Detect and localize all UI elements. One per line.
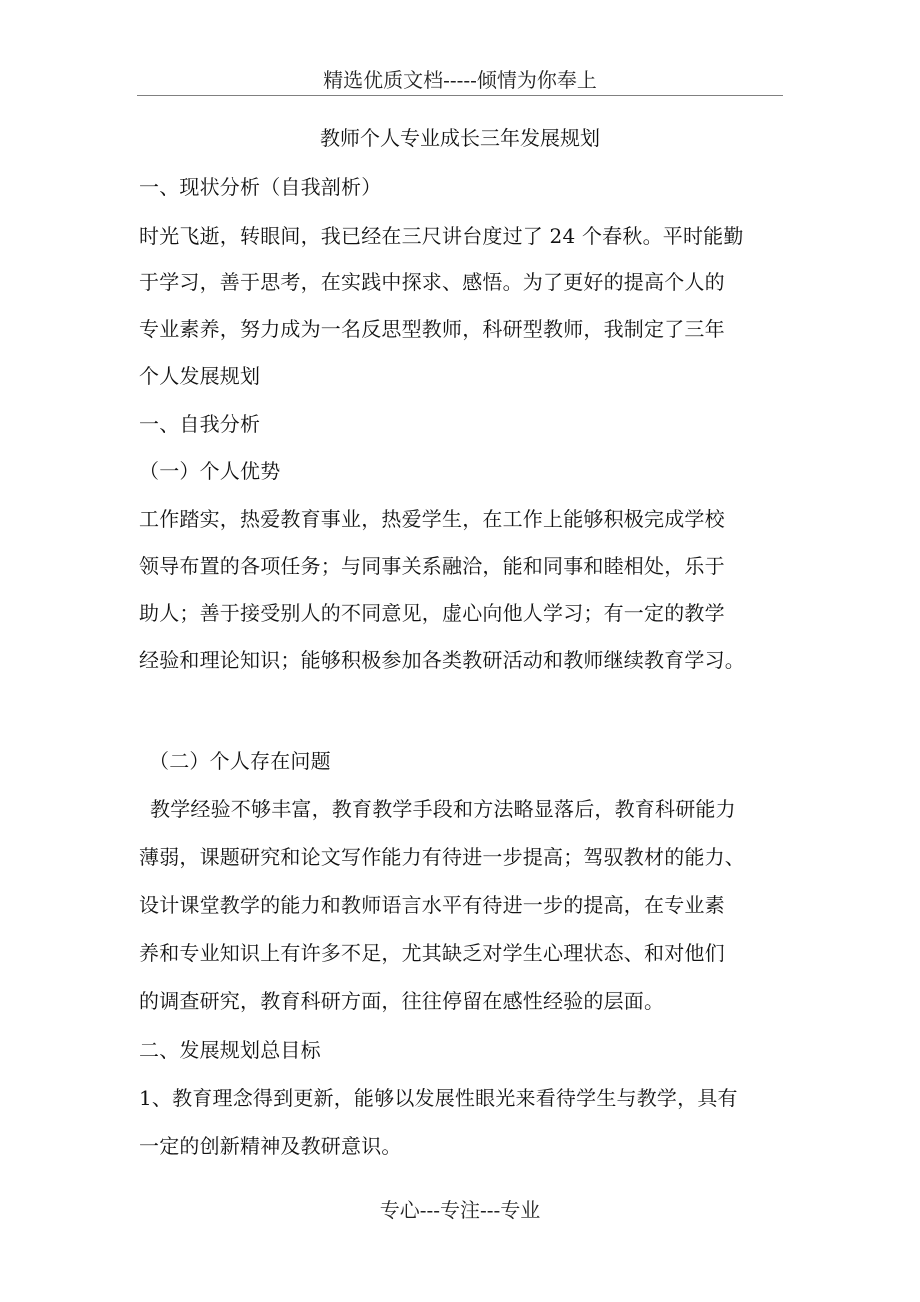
document-title: 教师个人专业成长三年发展规划 xyxy=(320,126,600,150)
paragraph-line: 个人发展规划 xyxy=(139,364,261,388)
paragraph-line: 时光飞逝，转眼间，我已经在三尺讲台度过了 24 个春秋。平时能勤 xyxy=(139,224,744,248)
paragraph-line: 一定的创新精神及教研意识。 xyxy=(139,1134,402,1158)
page-header: 精选优质文档-----倾情为你奉上 xyxy=(323,68,597,92)
section-heading-self-analysis: 一、自我分析 xyxy=(139,412,261,436)
paragraph-line: 的调查研究，教育科研方面，往往停留在感性经验的层面。 xyxy=(139,989,665,1013)
subsection-heading-problems: （二）个人存在问题 xyxy=(149,749,331,773)
page-footer: 专心---专注---专业 xyxy=(379,1198,541,1222)
section-heading-status-analysis: 一、现状分析（自我剖析） xyxy=(139,175,382,199)
paragraph-line: 助人；善于接受别人的不同意见，虚心向他人学习；有一定的教学 xyxy=(139,601,725,625)
paragraph-line: 设计课堂教学的能力和教师语言水平有待进一步的提高，在专业素 xyxy=(139,893,725,917)
paragraph-line: 经验和理论知识；能够积极参加各类教研活动和教师继续教育学习。 xyxy=(139,648,745,672)
section-heading-overall-goals: 二、发展规划总目标 xyxy=(139,1038,321,1062)
paragraph-line: 专业素养，努力成为一名反思型教师，科研型教师，我制定了三年 xyxy=(139,317,725,341)
paragraph-line: 薄弱，课题研究和论文写作能力有待进一步提高；驾驭教材的能力、 xyxy=(139,845,745,869)
subsection-heading-strengths: （一）个人优势 xyxy=(139,459,281,483)
paragraph-line: 教学经验不够丰富，教育教学手段和方法略显落后，教育科研能力 xyxy=(150,797,736,821)
paragraph-line: 养和专业知识上有许多不足，尤其缺乏对学生心理状态、和对他们 xyxy=(139,941,725,965)
paragraph-line: 领导布置的各项任务；与同事关系融洽，能和同事和睦相处，乐于 xyxy=(139,554,725,578)
paragraph-line: 1、教育理念得到更新，能够以发展性眼光来看待学生与教学，具有 xyxy=(139,1086,738,1110)
paragraph-line: 于学习，善于思考，在实践中探求、感悟。为了更好的提高个人的 xyxy=(139,270,725,294)
header-divider xyxy=(137,95,783,96)
paragraph-line: 工作踏实，热爱教育事业，热爱学生，在工作上能够积极完成学校 xyxy=(139,507,725,531)
